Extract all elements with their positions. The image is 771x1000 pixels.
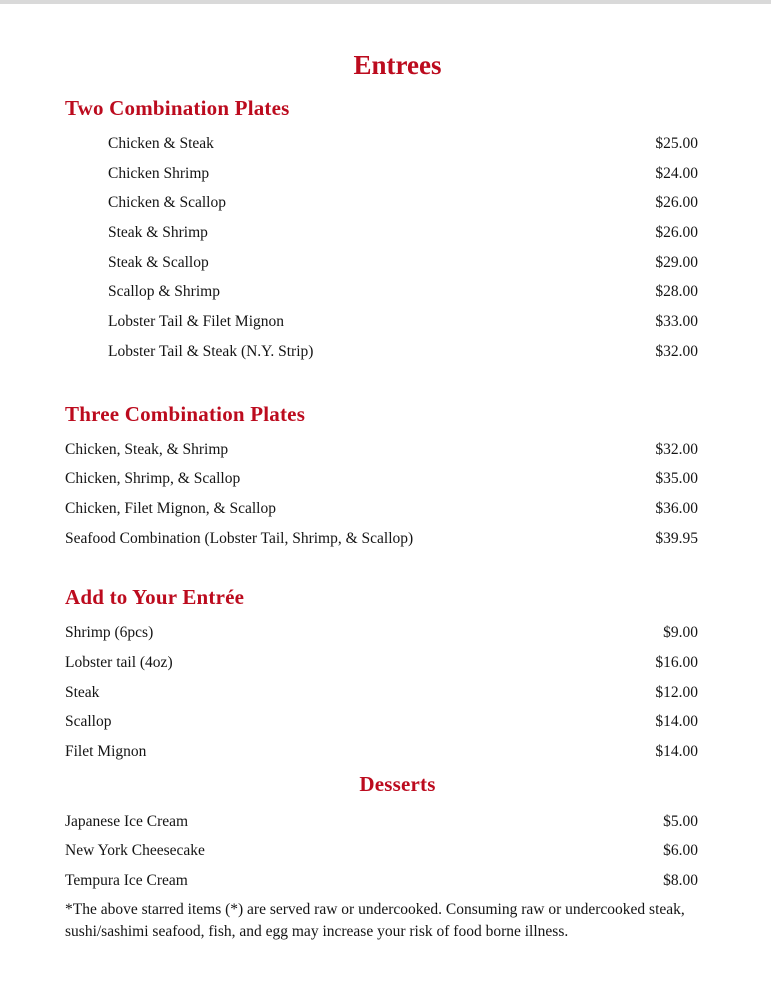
menu-item-row [65, 653, 698, 683]
menu-section [65, 585, 698, 771]
item-name: New York Cheesecake [65, 842, 205, 860]
disclaimer-line-2: sushi/sashimi seafood, fish, and egg may increase your risk of food borne illness. [65, 922, 569, 940]
section-rows [65, 623, 698, 771]
menu-item-row [108, 312, 698, 342]
menu-item-row [65, 440, 698, 470]
item-price: $9.00 [663, 624, 698, 642]
item-name: Chicken & Steak [108, 135, 214, 152]
item-name: Lobster Tail & Filet Mignon [108, 313, 285, 331]
item-name: Japanese Ice Cream [65, 812, 189, 830]
menu-section [65, 402, 698, 559]
item-price: $12.00 [655, 683, 698, 701]
item-price: $26.00 [655, 194, 698, 212]
section-heading: Two Combination Plates [65, 96, 290, 120]
menu-item-row [65, 529, 698, 559]
disclaimer-line-1: *The above starred items (*) are served raw or undercooked. Consuming raw or undercooked steak, [65, 900, 685, 918]
menu-item-row [108, 253, 698, 283]
menu-item-row [108, 342, 698, 372]
menu-item-row [65, 623, 698, 653]
item-price: $24.00 [655, 164, 698, 182]
item-name: Tempura Ice Cream [65, 872, 188, 890]
menu-item-row [108, 134, 698, 164]
item-price: $33.00 [655, 313, 698, 331]
menu-item-row [108, 282, 698, 312]
menu-item-row [65, 499, 698, 529]
menu-item-row [108, 164, 698, 194]
section-heading: Three Combination Plates [65, 401, 306, 426]
item-price: $32.00 [655, 342, 698, 360]
item-name: Scallop & Shrimp [108, 283, 220, 301]
item-price: $6.00 [663, 842, 698, 860]
item-price: $36.00 [655, 499, 698, 517]
menu-sections [65, 96, 698, 901]
item-price: $8.00 [663, 872, 698, 890]
item-name: Scallop [65, 713, 112, 731]
top-border [0, 0, 771, 4]
section-rows [65, 134, 698, 372]
item-name: Chicken, Shrimp, & Scallop [65, 470, 241, 488]
menu-section [65, 772, 698, 901]
item-name: Lobster Tail & Steak (N.Y. Strip) [108, 342, 314, 360]
item-name: Chicken, Filet Mignon, & Scallop [65, 499, 276, 517]
item-price: $39.95 [655, 529, 698, 547]
menu-item-row [65, 871, 698, 901]
menu-section [65, 96, 698, 372]
menu-content [0, 50, 771, 943]
item-name: Shrimp (6pcs) [65, 624, 154, 642]
menu-item-row [65, 683, 698, 713]
item-price: $14.00 [655, 713, 698, 731]
section-rows [65, 812, 698, 901]
menu-item-row [108, 223, 698, 253]
item-name: Steak [65, 683, 100, 701]
item-name: Chicken & Scallop [108, 194, 226, 212]
section-heading: Desserts [359, 771, 436, 796]
item-name: Steak & Scallop [108, 253, 209, 271]
menu-item-row [108, 193, 698, 223]
item-name: Chicken, Steak, & Shrimp [65, 440, 229, 458]
section-heading: Add to Your Entrée [65, 585, 245, 610]
item-price: $29.00 [655, 253, 698, 271]
item-price: $26.00 [655, 224, 698, 242]
item-name: Filet Mignon [65, 743, 147, 760]
section-rows [65, 440, 698, 559]
item-name: Chicken Shrimp [108, 164, 210, 182]
menu-item-row [65, 712, 698, 742]
item-price: $14.00 [655, 743, 698, 760]
item-name: Steak & Shrimp [108, 224, 208, 242]
page-title: Entrees [353, 50, 442, 80]
menu-item-row [65, 742, 698, 772]
item-price: $25.00 [655, 135, 698, 152]
item-price: $35.00 [655, 470, 698, 488]
menu-item-row [65, 812, 698, 842]
item-name: Lobster tail (4oz) [65, 653, 173, 671]
item-price: $5.00 [663, 812, 698, 830]
disclaimer [65, 899, 698, 943]
menu-item-row [65, 841, 698, 871]
item-name: Seafood Combination (Lobster Tail, Shrimp, & Scallop) [65, 529, 414, 547]
menu-item-row [65, 469, 698, 499]
item-price: $16.00 [655, 653, 698, 671]
item-price: $28.00 [655, 283, 698, 301]
item-price: $32.00 [655, 440, 698, 458]
